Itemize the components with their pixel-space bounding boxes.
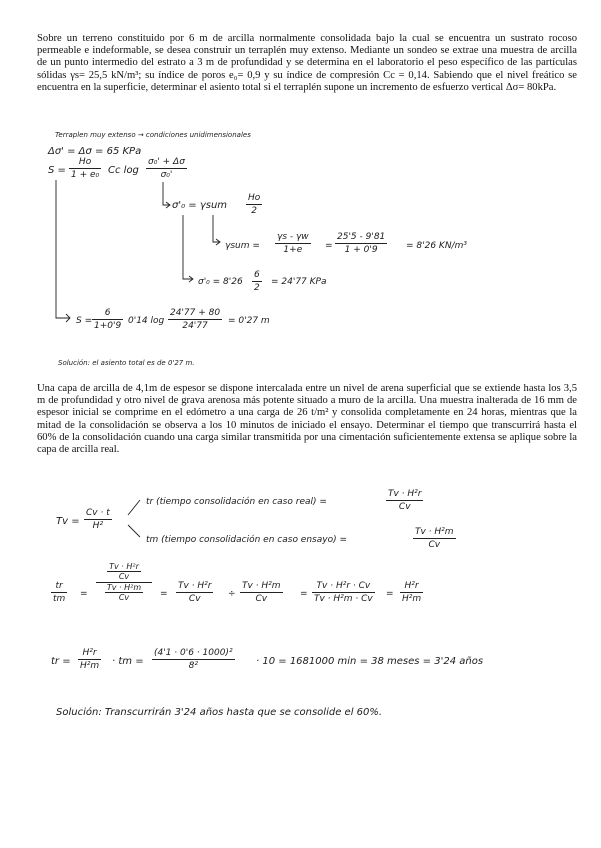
settlement-value-result: = 0'27 m: [228, 316, 270, 326]
settlement-formula-den: 1 + e₀: [71, 170, 100, 180]
tm-case-den: Cv: [428, 540, 441, 550]
equals-sign: =: [386, 589, 394, 599]
gamma-sum-eq: =: [325, 241, 333, 251]
ratio-complex-num-top: Tv · H²r: [109, 562, 139, 571]
ratio-complex: [96, 562, 152, 602]
gamma-sum-num2: 25'5 - 9'81: [337, 232, 386, 242]
ratio-complex-numerator: [96, 562, 152, 583]
settlement-formula-num: Ho: [69, 157, 101, 169]
ratio-div-b-den: Cv: [255, 594, 268, 604]
sigma0-value-lhs: σ'₀ = 8'26: [198, 277, 243, 287]
settlement-formula-num2: σ₀' + Δσ: [148, 157, 185, 167]
tr-case-den: Cv: [398, 502, 411, 512]
tm-case-num: Tv · H²m: [415, 527, 454, 537]
tr-case-label: tr (tiempo consolidación en caso real) =: [146, 497, 327, 507]
problem-1-answer: Solución: el asiento total es de 0'27 m.: [58, 359, 195, 367]
settlement-formula-den2: σ₀': [160, 170, 173, 180]
gamma-sum-lhs: γsum =: [225, 241, 260, 251]
ratio-div-a-den: Cv: [188, 594, 201, 604]
tv-def-num: Cv · t: [86, 508, 110, 518]
ratio-complex-den-top: Tv · H²m: [106, 583, 142, 592]
tr-calc-num: H²r: [78, 648, 101, 660]
ratio-complex-den-bot: Cv: [118, 593, 130, 602]
sigma0-value-num: 6: [254, 270, 260, 280]
ratio-final: [400, 581, 423, 604]
settlement-value-mid: 0'14 log: [128, 316, 165, 326]
sigma0-value-den: 2: [254, 283, 260, 293]
ratio-final-den: H²m: [402, 594, 422, 604]
ratio-div-a-num: Tv · H²r: [178, 581, 212, 591]
tr-calc-den2: 8²: [188, 661, 198, 671]
gamma-sum-den2: 1 + 0'9: [344, 245, 378, 255]
ratio-cancel: [312, 581, 375, 604]
sigma0-value-result: = 24'77 KPa: [271, 277, 327, 287]
ratio-cancel-den: Tv · H²m · Cv: [314, 594, 373, 604]
settlement-value-den2: 24'77: [182, 321, 208, 331]
delta-stress: Δσ' = Δσ = 65 KPa: [48, 146, 142, 157]
settlement-value-den: 1+0'9: [94, 321, 122, 331]
sigma0-formula-num: Ho: [248, 193, 261, 203]
ratio-div-op: ÷: [228, 589, 236, 599]
gamma-sum-num: γs - γw: [277, 232, 309, 242]
one-dimensional-note: Terraplen muy extenso → condiciones unidimensionales: [55, 131, 251, 139]
settlement-formula-mid: Cc log: [108, 165, 139, 176]
problem-2-answer: Solución: Transcurrirán 3'24 años hasta que se consolide el 60%.: [56, 707, 383, 718]
problem-2-statement: Una capa de arcilla de 4,1m de espesor se dispone intercalada entre un nivel de arena superficial que se extiende hasta los 3,5 m de profundidad y otro nivel de grava arenosa más potente situado a muro de la arcilla. Una muestra inalterada de 16 mm de espesor inicial se comprime en el edómetro a una carga de 26 t/m² y consolida completamente en 24 horas, mientras que la mitad de la consolidación se observa a los 10 minutos de iniciado el ensayo. Determinar el tiempo que transcurrirá hasta el 60% de la consolidación cuando una carga similar transmitida por una cimentación suficientemente extensa se aplique sobre la capa de arcilla real.: [37, 383, 577, 456]
branch-tm: [128, 525, 140, 537]
ratio-complex-num-bot: Cv: [118, 572, 130, 581]
ratio-cancel-num: Tv · H²r · Cv: [312, 581, 375, 593]
tr-calc-mid: · tm =: [112, 656, 144, 667]
ratio-lhs-den: tm: [53, 594, 66, 604]
settlement-formula-lhs: S =: [48, 165, 66, 176]
gamma-sum-den: 1+e: [283, 245, 303, 255]
tm-case-label: tm (tiempo consolidación en caso ensayo) =: [146, 535, 347, 545]
ratio-div-b-num: Tv · H²m: [242, 581, 281, 591]
tr-calc-lhs: tr =: [51, 656, 71, 667]
equals-sign: =: [80, 589, 88, 599]
tr-calc-frac1: [78, 648, 101, 671]
sigma0-formula-lhs: σ'₀ = γsum: [172, 200, 228, 211]
tv-def-den: H²: [92, 521, 104, 531]
ratio-div-a: [176, 581, 213, 604]
settlement-value-num: 6: [92, 308, 123, 320]
ratio-lhs-frac: [51, 581, 67, 604]
tr-calc-result: · 10 = 1681000 min = 38 meses = 3'24 años: [256, 656, 484, 667]
sigma0-formula-den: 2: [251, 206, 257, 216]
settlement-value-lhs: S =: [76, 316, 93, 326]
problem-1-statement: Sobre un terreno constituido por 6 m de arcilla normalmente consolidada bajo la cual se encuentra un sustrato rocoso permeable e indeformable, se desea construir un terraplén muy extenso. Mediante un sondeo se extrae una muestra de arcilla de un punto intermedio del estrato a 3 m de profundidad y se determina en el laboratorio el peso específico de las partículas sólidas γs= 25,5 kN/m³; su índice de poros e₀= 0,9 y su índice de compresión Cc = 0,14. Sabiendo que el nivel freático se encuentra en la superficie, determinar el asiento total si el terraplén supone un incremento de esfuerzo vertical Δσ= 80kPa.: [37, 33, 577, 93]
branch-tr: [128, 500, 140, 515]
ratio-div-b: [240, 581, 283, 604]
tr-case-num: Tv · H²r: [388, 489, 422, 499]
equals-sign: =: [160, 589, 168, 599]
settlement-value-num2: 24'77 + 80: [170, 308, 221, 318]
tr-calc-num2: (4'1 · 0'6 · 1000)²: [154, 648, 233, 658]
gamma-sum-result: = 8'26 KN/m³: [406, 241, 467, 251]
ratio-complex-denominator: [96, 583, 152, 602]
tv-def-lhs: Tv =: [56, 516, 80, 527]
equals-sign: =: [300, 589, 308, 599]
tr-calc-den: H²m: [80, 661, 100, 671]
tr-calc-frac2: [152, 648, 235, 671]
ratio-final-num: H²r: [400, 581, 423, 593]
ratio-lhs-num: tr: [51, 581, 67, 593]
